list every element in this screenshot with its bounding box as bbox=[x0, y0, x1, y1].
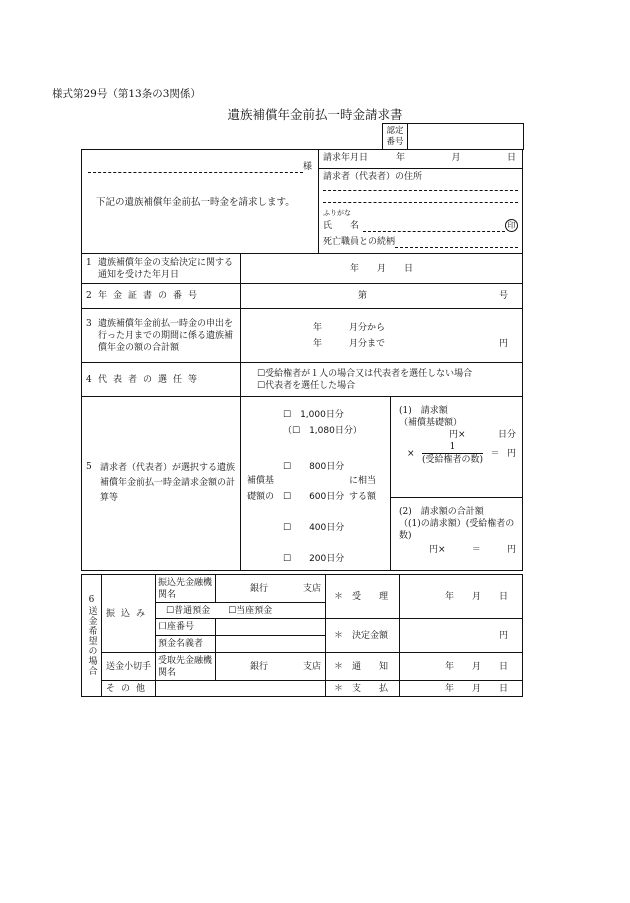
row5-number: 5 bbox=[86, 462, 92, 472]
row4-option-single[interactable]: ☐受給権者が１人の場合又は代表者を選任しない場合 bbox=[257, 368, 473, 379]
calc1-result-field[interactable] bbox=[399, 441, 516, 466]
form-title: 遺族補償年金前払一時金請求書 bbox=[227, 107, 403, 122]
row5-days-cell bbox=[241, 397, 391, 571]
row4-label-cell bbox=[82, 363, 241, 397]
tsuchi-label: ＊ 通 知 bbox=[334, 661, 389, 672]
account-label: 口座番号 bbox=[158, 622, 195, 632]
row1-month: 月 bbox=[376, 263, 386, 274]
recv-bank-shiten: 支店 bbox=[302, 661, 321, 672]
kettei-yen: 円 bbox=[498, 630, 508, 641]
calc2-yen: 円 bbox=[507, 545, 517, 555]
relation-label: 死亡職員との続柄 bbox=[323, 237, 396, 247]
kogitte-cell bbox=[102, 653, 156, 681]
section6-label: 6送金希望の場合 bbox=[86, 595, 97, 676]
row1-year: 年 bbox=[349, 263, 359, 274]
option-600[interactable]: ☐ 600日分 bbox=[283, 492, 345, 502]
deposit-type-cell[interactable] bbox=[156, 603, 326, 619]
day-label: 日 bbox=[506, 153, 516, 163]
recv-bank-label-cell bbox=[156, 653, 216, 681]
furikomi-cell bbox=[102, 575, 156, 653]
row5-label: 請求者（代表者）が選択する遺族補償年金前払一時金請求金額の計算等 bbox=[100, 463, 236, 503]
address-field[interactable] bbox=[323, 183, 518, 207]
juri-label: ＊ 受 理 bbox=[334, 591, 389, 602]
recv-bank-ginko: 銀行 bbox=[250, 661, 269, 672]
calc1-yen-x: 円× bbox=[449, 430, 466, 440]
kettei-amount-field[interactable] bbox=[400, 619, 523, 653]
section6-label-cell bbox=[82, 575, 102, 697]
calc2-equals: ＝ bbox=[471, 545, 481, 555]
calc2-subtitle: （(1)の請求額）(受給権者の数) bbox=[399, 519, 515, 541]
shiharai-date-field[interactable] bbox=[400, 681, 523, 697]
calc1-times: × bbox=[407, 448, 415, 459]
bank-shiten: 支店 bbox=[302, 583, 321, 594]
nintei-number-box bbox=[382, 123, 524, 150]
row3-from: 月分から bbox=[349, 322, 386, 333]
name-field[interactable] bbox=[363, 219, 505, 232]
option-200[interactable]: ☐ 200日分 bbox=[283, 554, 345, 564]
bank-name-field[interactable] bbox=[216, 575, 326, 603]
row1-number: 1 bbox=[86, 257, 92, 268]
hosho-label: 補償基 bbox=[247, 476, 275, 486]
calc1-yen: 円 bbox=[507, 448, 517, 459]
relation-field[interactable] bbox=[395, 235, 518, 248]
month-label: 月 bbox=[451, 153, 461, 163]
name-label: 氏 名 bbox=[323, 221, 360, 231]
year-label: 年 bbox=[396, 153, 406, 163]
calc1-days: 日分 bbox=[498, 430, 517, 440]
request-text: 下記の遺族補償年金前払一時金を請求します。 bbox=[96, 197, 295, 208]
row3-yen: 円 bbox=[499, 338, 509, 349]
holder-name-field[interactable] bbox=[216, 636, 326, 653]
row4-number: 4 bbox=[86, 374, 92, 385]
tsuchi-date: 年 月 日 bbox=[444, 661, 508, 672]
row3-amount-field[interactable] bbox=[241, 309, 523, 363]
calc1-title: (1) 請求額 bbox=[399, 406, 448, 416]
row2-label-cell bbox=[82, 284, 241, 309]
option-1080[interactable]: （☐ 1,080日分） bbox=[283, 426, 362, 436]
row5-calc-cell bbox=[391, 397, 523, 571]
calc1-subtitle: （補償基礎額） bbox=[399, 418, 463, 428]
row1-date-field[interactable] bbox=[241, 254, 523, 284]
other-label-cell bbox=[102, 681, 156, 697]
tsuchi-date-field[interactable] bbox=[400, 653, 523, 681]
kogitte-label: 送金小切手 bbox=[105, 661, 151, 672]
juri-date: 年 月 日 bbox=[444, 591, 508, 602]
row3-label: 遺族補償年金前払一時金の申出を行った月までの期間に係る遺族補償年金の額の合計額 bbox=[98, 318, 234, 353]
main-table bbox=[81, 253, 523, 571]
calc1-days-field[interactable] bbox=[399, 429, 516, 441]
shiharai-label-cell bbox=[326, 681, 400, 697]
calc2-result-field[interactable] bbox=[399, 544, 516, 556]
header-table bbox=[81, 149, 523, 254]
option-400[interactable]: ☐ 400日分 bbox=[283, 523, 345, 533]
kettei-label-cell bbox=[326, 619, 400, 653]
row3-to: 月分まで bbox=[349, 338, 386, 349]
row1-label-cell bbox=[82, 254, 241, 284]
shiharai-date: 年 月 日 bbox=[444, 683, 508, 694]
row3-to-year: 年 bbox=[313, 338, 323, 349]
row2-pension-number-field[interactable] bbox=[241, 284, 523, 309]
row2-label: 年金証書の番号 bbox=[98, 291, 204, 301]
juri-label-cell bbox=[326, 575, 400, 619]
furikomi-label: 振込み bbox=[105, 608, 151, 619]
kettei-label: ＊ 決定金額 bbox=[334, 630, 389, 641]
row2-dai: 第 bbox=[358, 291, 368, 301]
calc1-equals: ＝ bbox=[490, 448, 500, 459]
calc1-numerator: 1 bbox=[422, 441, 483, 454]
address-label: 請求者（代表者）の住所 bbox=[323, 172, 423, 182]
furigana-label: ふりがな bbox=[323, 209, 351, 217]
kiso-label: 礎額の bbox=[247, 492, 275, 502]
holder-label-cell bbox=[156, 636, 216, 653]
option-800[interactable]: ☐ 800日分 bbox=[283, 462, 345, 472]
row4-label: 代表者の選任等 bbox=[98, 374, 204, 385]
row3-number: 3 bbox=[86, 318, 92, 329]
suru-label: する額 bbox=[349, 492, 377, 502]
seal-mark: 印 bbox=[505, 219, 518, 232]
calc2-title: (2) 請求額の合計額 bbox=[399, 507, 484, 517]
addressee-suffix: 様 bbox=[302, 162, 312, 172]
bank-label: 振込先金融機関名 bbox=[158, 577, 213, 600]
deposit-type-options[interactable]: ☐普通預金 ☐当座預金 bbox=[166, 605, 273, 616]
row4-options-cell bbox=[241, 363, 523, 397]
account-number-field[interactable] bbox=[216, 619, 326, 636]
row5-label-cell bbox=[82, 397, 241, 571]
bank-ginko: 銀行 bbox=[250, 583, 269, 594]
row3-from-year: 年 bbox=[313, 322, 323, 333]
nintei-number-field[interactable] bbox=[408, 124, 523, 150]
other-label: その他 bbox=[105, 683, 151, 694]
bank-label-cell bbox=[156, 575, 216, 603]
applicant-cell bbox=[319, 150, 523, 254]
calc2-block bbox=[391, 498, 522, 556]
row4-option-representative[interactable]: ☐代表者を選任した場合 bbox=[257, 380, 356, 391]
account-label-cell bbox=[156, 619, 216, 636]
recv-bank-label: 受取先金融機関名 bbox=[158, 655, 213, 678]
request-date-field[interactable] bbox=[396, 152, 518, 168]
holder-label: 預金名義者 bbox=[158, 639, 204, 649]
tsuchi-label-cell bbox=[326, 653, 400, 681]
calc1-fraction bbox=[422, 441, 483, 466]
row2-number: 2 bbox=[86, 291, 92, 301]
row1-day: 日 bbox=[403, 263, 413, 274]
nintei-label: 認定番号 bbox=[383, 124, 408, 150]
remittance-table bbox=[81, 574, 523, 697]
calc2-yen-x: 円× bbox=[429, 545, 446, 555]
option-1000[interactable]: ☐ 1,000日分 bbox=[283, 410, 344, 420]
recv-bank-name-field[interactable] bbox=[216, 653, 326, 681]
addressee-cell[interactable] bbox=[82, 150, 319, 254]
request-date-label: 請求年月日 bbox=[323, 153, 369, 163]
row3-label-cell bbox=[82, 309, 241, 363]
calc1-block bbox=[391, 397, 522, 498]
ni-label: に相当 bbox=[349, 476, 377, 486]
form-number: 様式第29号（第13条の3関係） bbox=[52, 88, 201, 100]
juri-date-field[interactable] bbox=[400, 575, 523, 619]
calc1-denominator: (受給権者の数) bbox=[422, 455, 484, 465]
other-field[interactable] bbox=[156, 681, 326, 697]
shiharai-label: ＊ 支 払 bbox=[334, 683, 389, 694]
row2-go: 号 bbox=[499, 291, 509, 301]
row1-label: 遺族補償年金の支給決定に関する通知を受けた年月日 bbox=[98, 257, 234, 280]
